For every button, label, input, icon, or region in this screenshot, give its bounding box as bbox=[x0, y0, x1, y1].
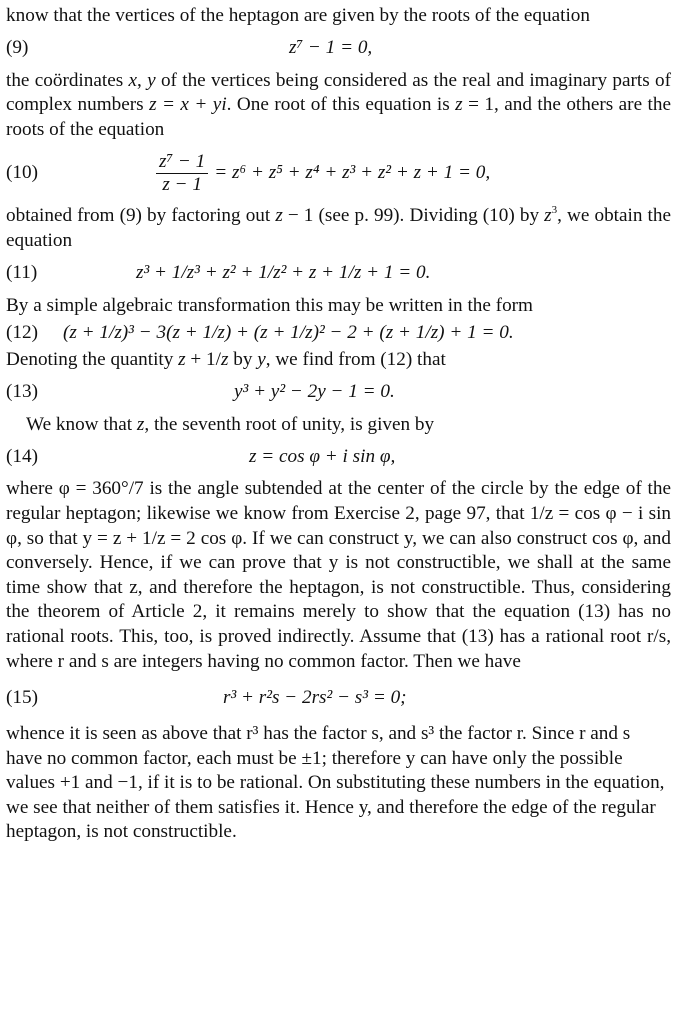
equation-number: (14) bbox=[6, 446, 38, 468]
var-y: y bbox=[257, 349, 266, 371]
equation-number: (10) bbox=[6, 162, 38, 184]
text: + 1/ bbox=[185, 349, 221, 371]
paragraph-argument: where φ = 360°/7 is the angle subtended at the center of the circle by the edge of the regular heptagon; likewise we know from Exercise 2, page 97, that 1/z = cos φ − i sin φ, so that y = z + 1/z = 2 cos φ. If we can construct y, we can also construct cos φ, and conversely. Hence, if we can prove that y is not constructible, we shall at the same time show that z, and therefore the heptagon, is not constructible. Thus, considering the theorem of Article 2, it remains merely to show that the equation (13) has no rational roots. This, too, is proved indirectly. Assume that (13) has a rational root r/s, where r and s are integers having no common factor. Then we have bbox=[6, 478, 671, 672]
text: by bbox=[228, 349, 258, 371]
var-z: z bbox=[136, 413, 145, 435]
paragraph-coordinates bbox=[6, 69, 671, 143]
equation-15 bbox=[6, 674, 671, 722]
text: the coördinates bbox=[6, 69, 129, 91]
equation-9 bbox=[6, 29, 671, 69]
equation-body: (z + 1/z)³ − 3(z + 1/z) + (z + 1/z)² − 2 + (z + 1/z) + 1 = 0. bbox=[63, 321, 514, 343]
paragraph-denoting bbox=[6, 348, 671, 373]
exponent: 3 bbox=[551, 204, 558, 217]
var-z: z bbox=[275, 205, 283, 227]
inline-math: z = x + yi bbox=[149, 94, 227, 116]
paragraph-seventh-root bbox=[6, 413, 671, 438]
equation-body bbox=[156, 151, 490, 196]
equation-12 bbox=[6, 318, 671, 348]
equation-number: (11) bbox=[6, 262, 38, 284]
equation-number: (15) bbox=[6, 686, 38, 708]
text: of the vertices being considered as the real and imaginary parts of complex numbers bbox=[6, 69, 672, 116]
equation-number: (13) bbox=[6, 381, 38, 403]
denominator: z − 1 bbox=[162, 173, 202, 195]
equation-body: z = cos φ + i sin φ, bbox=[249, 446, 396, 468]
numerator: z⁷ − 1 bbox=[156, 151, 208, 174]
var-z: z bbox=[178, 349, 186, 371]
text: = 1, and the others are the roots of the equation bbox=[6, 94, 671, 140]
equation-number: (12) bbox=[6, 321, 38, 343]
equation-number: (9) bbox=[6, 37, 29, 59]
text: − 1 (see p. 99). Dividing (10) by bbox=[282, 205, 545, 227]
right-hand-side: = z⁶ + z⁵ + z⁴ + z³ + z² + z + 1 = 0, bbox=[214, 161, 491, 183]
equation-11 bbox=[6, 254, 671, 294]
equation-body: z³ + 1/z³ + z² + 1/z² + z + 1/z + 1 = 0. bbox=[136, 262, 431, 284]
equation-body: y³ + y² − 2y − 1 = 0. bbox=[234, 381, 395, 403]
equation-body: z⁷ − 1 = 0, bbox=[289, 37, 373, 59]
text: , the seventh root of unity, is given by bbox=[144, 413, 435, 435]
text: . One root of this equation is bbox=[226, 94, 456, 116]
var-z: z bbox=[455, 94, 463, 116]
equation-body: r³ + r²s − 2rs² − s³ = 0; bbox=[223, 686, 407, 708]
paragraph-factoring bbox=[6, 204, 671, 253]
equation-14 bbox=[6, 437, 671, 477]
equation-10 bbox=[6, 142, 671, 204]
text: , we find from (12) that bbox=[265, 349, 446, 371]
text: obtained from (9) by factoring out bbox=[6, 205, 276, 227]
equation-13 bbox=[6, 373, 671, 413]
paragraph-conclusion: whence it is seen as above that r³ has the factor s, and s³ the factor r. Since r and s have no common factor, each must be ±1; therefore y can have only the possible values +1 and −1, if it is to be rational. On substituting these numbers in the equation, we see that neither of them satisfies it. Hence y, and therefore the edge of the regular heptagon, is not constructible. bbox=[6, 723, 665, 843]
paragraph-intro: know that the vertices of the heptagon are given by the roots of the equation bbox=[6, 5, 590, 26]
text: , bbox=[137, 69, 148, 91]
text: We know that bbox=[26, 413, 137, 435]
var-z: z bbox=[544, 205, 552, 227]
fraction bbox=[156, 151, 208, 196]
text: , we obtain the equation bbox=[6, 205, 671, 251]
paragraph-transformation: By a simple algebraic transformation this may be written in the form bbox=[6, 294, 533, 316]
var-y: y bbox=[147, 69, 156, 91]
var-x: x bbox=[128, 69, 138, 91]
text: Denoting the quantity bbox=[6, 349, 179, 371]
var-z: z bbox=[220, 349, 229, 371]
